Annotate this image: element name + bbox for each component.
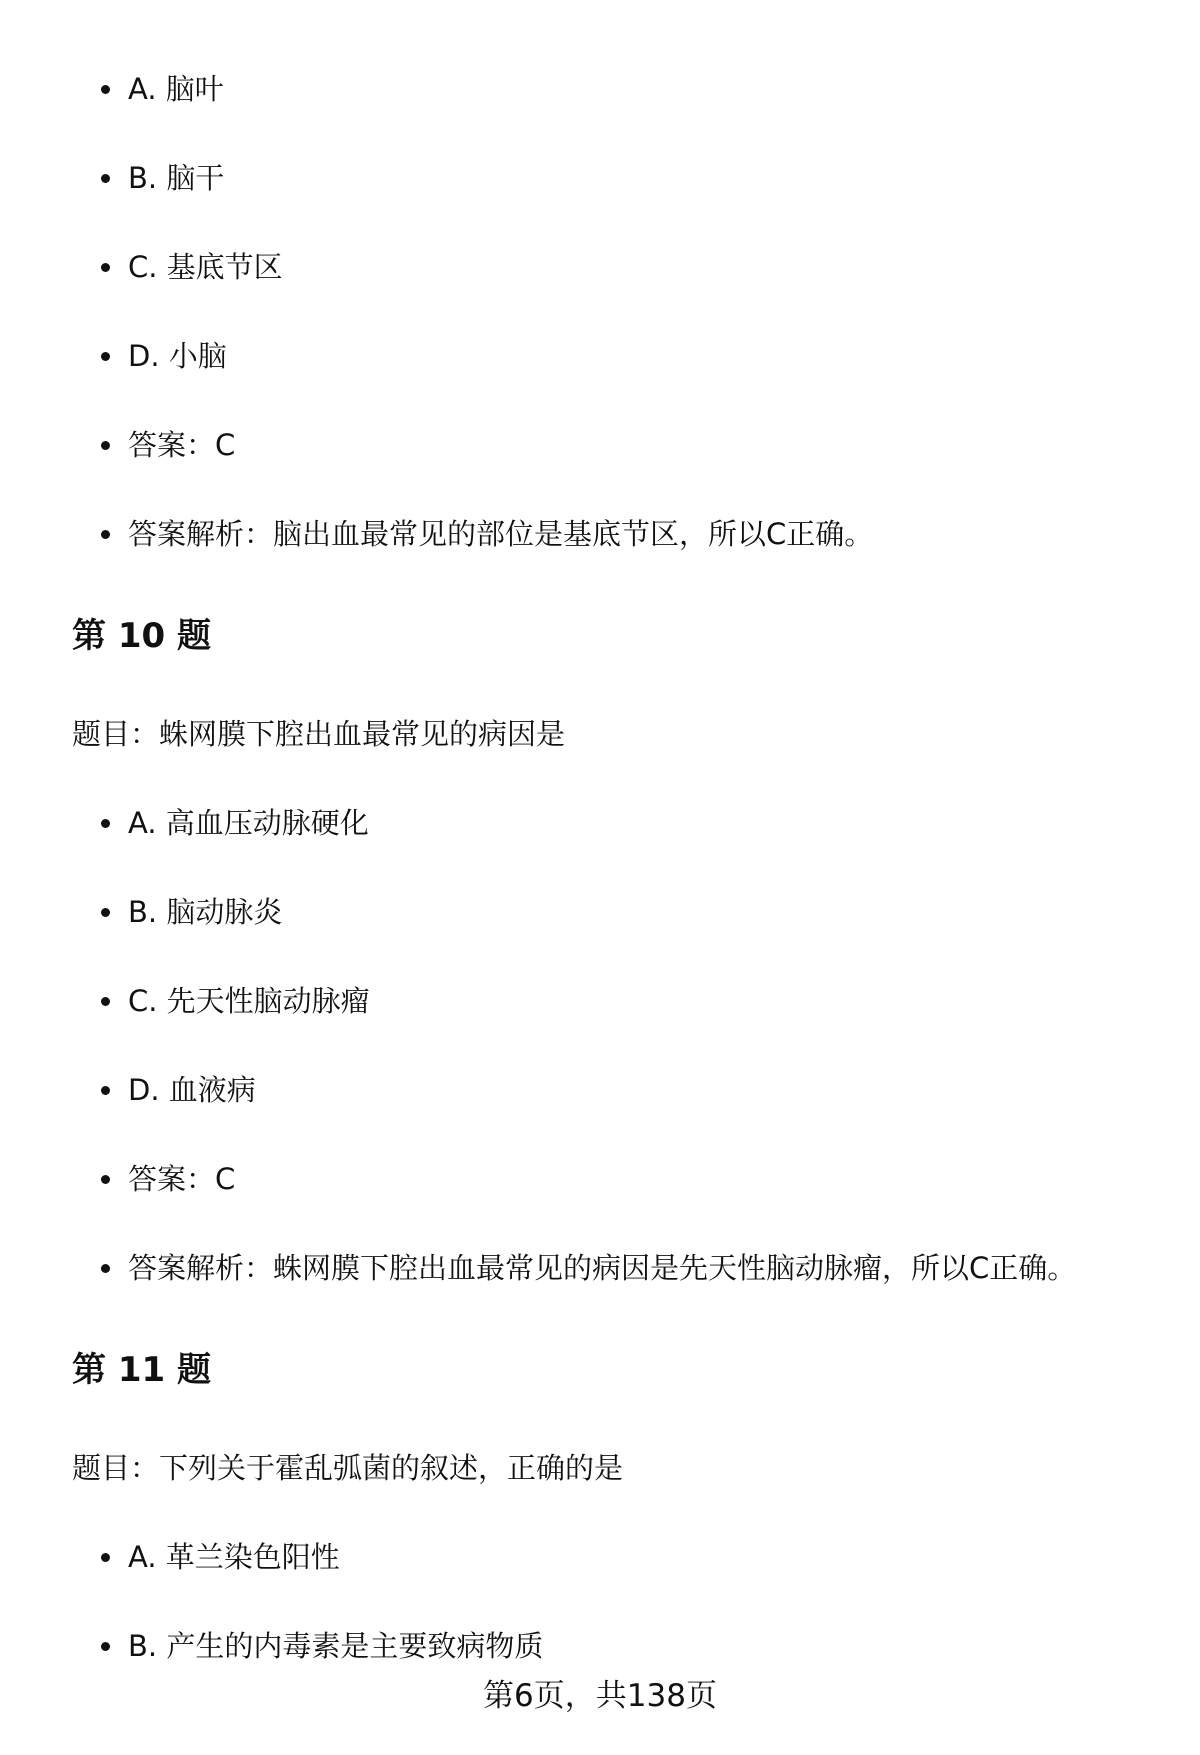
- question-11-title: 第 11 题: [72, 1350, 211, 1390]
- option-b: B. 脑干: [128, 158, 224, 198]
- question-11-stem: 题目：下列关于霍乱弧菌的叙述，正确的是: [72, 1451, 624, 1485]
- option-b: B. 产生的内毒素是主要致病物质: [128, 1626, 543, 1666]
- option-c: C. 先天性脑动脉瘤: [128, 981, 370, 1021]
- question-10-title: 第 10 题: [72, 616, 211, 656]
- option-b: B. 脑动脉炎: [128, 892, 282, 932]
- option-d: D. 小脑: [128, 336, 227, 376]
- option-a: A. 高血压动脉硬化: [128, 803, 369, 843]
- answer: 答案：C: [128, 425, 235, 465]
- option-a: A. 革兰染色阳性: [128, 1537, 340, 1577]
- answer-explanation: 答案解析：脑出血最常见的部位是基底节区，所以C正确。: [128, 514, 873, 554]
- question-10-stem: 题目：蛛网膜下腔出血最常见的病因是: [72, 717, 566, 751]
- option-d: D. 血液病: [128, 1070, 256, 1110]
- option-a: A. 脑叶: [128, 69, 224, 109]
- page-number: 第6页，共138页: [483, 1678, 717, 1714]
- answer: 答案：C: [128, 1159, 235, 1199]
- answer-explanation: 答案解析：蛛网膜下腔出血最常见的病因是先天性脑动脉瘤，所以C正确。: [128, 1248, 1076, 1288]
- option-c: C. 基底节区: [128, 247, 283, 287]
